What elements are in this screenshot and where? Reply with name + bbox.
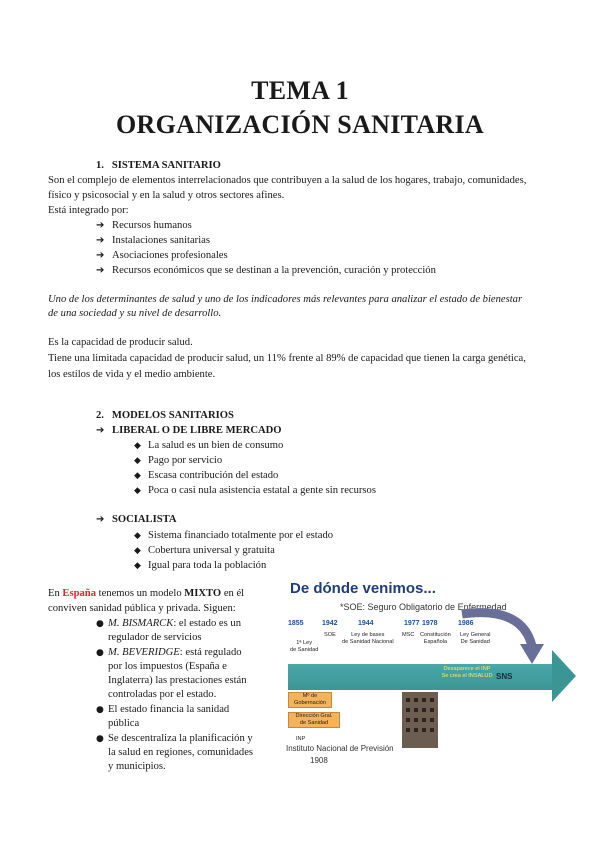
list-item-continuation: controladas por el estado. bbox=[108, 689, 217, 700]
definition-line-2: físico y psicosocial y en la salud y otros sectores afines. bbox=[48, 190, 285, 201]
direction-box: Dirección Gral. de Sanidad bbox=[288, 712, 340, 728]
list-item: ◆ Sistema financiado totalmente por el estado bbox=[134, 528, 333, 544]
list-item: ➔ Recursos económicos que se destinan a la prevención, curación y protección bbox=[96, 265, 436, 276]
timeline-arrow-head bbox=[552, 650, 576, 702]
mixto-highlight: MIXTO bbox=[184, 588, 222, 599]
diamond-bullet-icon: ◆ bbox=[134, 486, 141, 496]
definition-line-1: Son el complejo de elementos interrelacionados que contribuyen a la salud de los hogares, trabajo, comunidades, bbox=[48, 175, 527, 186]
year-label: 1855 bbox=[288, 620, 304, 627]
list-item: ◆ Pago por servicio bbox=[134, 453, 222, 469]
list-item: ● El estado financia la sanidad bbox=[96, 702, 229, 718]
bullet-icon: ● bbox=[96, 648, 104, 658]
socialista-heading: ➔ SOCIALISTA bbox=[96, 514, 177, 525]
year-label: 1986 bbox=[458, 620, 474, 627]
event-label: Constitución Española bbox=[420, 632, 451, 645]
diamond-bullet-icon: ◆ bbox=[134, 531, 141, 541]
list-item: ➔ Instalaciones sanitarias bbox=[96, 235, 210, 246]
event-label: SOE bbox=[324, 632, 336, 638]
sns-label: SNS bbox=[496, 672, 513, 681]
year-label: 1944 bbox=[358, 620, 374, 627]
section-2-title: MODELOS SANITARIOS bbox=[111, 410, 234, 421]
list-item: ◆ Escasa contribución del estado bbox=[134, 468, 278, 484]
italic-line-2: de una sociedad y su nivel de desarrollo. bbox=[48, 308, 222, 319]
event-label: MSC bbox=[402, 632, 415, 638]
arrow-right-icon: ➔ bbox=[96, 220, 105, 231]
year-label: 1942 bbox=[322, 620, 338, 627]
list-item: ● M. BISMARCK: el estado es un bbox=[96, 616, 241, 632]
building-photo bbox=[402, 692, 438, 748]
bullet-icon: ● bbox=[96, 705, 104, 715]
list-item-continuation: y municipios. bbox=[108, 761, 166, 772]
bullet-icon: ● bbox=[96, 619, 104, 629]
list-item: ◆ Igual para toda la población bbox=[134, 558, 266, 574]
event-label: 1ª Ley de Sanidad bbox=[290, 640, 319, 653]
institute-year: 1908 bbox=[310, 756, 328, 765]
diamond-bullet-icon: ◆ bbox=[134, 456, 141, 466]
liberal-heading: ➔ LIBERAL O DE LIBRE MERCADO bbox=[96, 425, 282, 436]
diamond-bullet-icon: ◆ bbox=[134, 561, 141, 571]
spain-highlight: España bbox=[62, 588, 96, 599]
section-2-number: 2. bbox=[96, 410, 104, 421]
section-1-number: 1. bbox=[96, 160, 104, 171]
spain-line-2: conviven sanidad pública y privada. Siguen: bbox=[48, 603, 236, 614]
ministry-box: Mº de Gobernación bbox=[288, 692, 332, 708]
list-item: ◆ Poca o casi nula asistencia estatal a gente sin recursos bbox=[134, 483, 376, 499]
insalud-note: Desaparece el INP Se crea el INSALUD bbox=[441, 666, 493, 679]
list-item-continuation: pública bbox=[108, 718, 140, 729]
timeline-figure bbox=[282, 580, 578, 770]
diamond-bullet-icon: ◆ bbox=[134, 546, 141, 556]
diamond-bullet-icon: ◆ bbox=[134, 441, 141, 451]
list-item: ◆ Cobertura universal y gratuita bbox=[134, 543, 275, 559]
list-item-continuation: la salud en regiones, comunidades bbox=[108, 747, 254, 758]
year-label: 1977 bbox=[404, 620, 420, 627]
event-label: Ley de bases de Sanidad Nacional bbox=[342, 632, 394, 645]
figure-title: De dónde venimos... bbox=[290, 580, 436, 597]
diamond-bullet-icon: ◆ bbox=[134, 471, 141, 481]
institute-label: Instituto Nacional de Previsión bbox=[286, 744, 394, 753]
capacity-text: Es la capacidad de producir salud. bbox=[48, 337, 193, 348]
bullet-icon: ● bbox=[96, 734, 104, 744]
list-item: ● M. BEVERIDGE: está regulado bbox=[96, 645, 242, 661]
soe-note: *SOE: Seguro Obligatorio de Enfermedad bbox=[340, 602, 507, 612]
list-item-continuation: Inglaterra) las prestaciones están bbox=[108, 675, 247, 686]
event-label: Ley General De Sanidad bbox=[460, 632, 491, 645]
list-item: ➔ Asociaciones profesionales bbox=[96, 250, 228, 261]
limited-line-2: los estilos de vida y el medio ambiente. bbox=[48, 369, 216, 380]
italic-line-1: Uno de los determinantes de salud y uno de los indicadores más relevantes para analizar el estado de bienestar bbox=[48, 294, 523, 305]
list-item: ◆ La salud es un bien de consumo bbox=[134, 438, 283, 454]
title-line-1: TEMA 1 bbox=[251, 76, 349, 105]
year-label: 1978 bbox=[422, 620, 438, 627]
spain-line-1: En España tenemos un modelo MIXTO en él bbox=[48, 588, 245, 599]
arrow-right-icon: ➔ bbox=[96, 425, 105, 436]
integrated-label: Está integrado por: bbox=[48, 205, 129, 216]
inp-label: INP bbox=[296, 736, 306, 742]
list-item-continuation: por los impuestos (España e bbox=[108, 661, 227, 672]
arrow-right-icon: ➔ bbox=[96, 235, 105, 246]
list-item: ● Se descentraliza la planificación y bbox=[96, 731, 253, 747]
list-item-continuation: regulador de servicios bbox=[108, 632, 202, 643]
list-item: ➔ Recursos humanos bbox=[96, 220, 192, 231]
section-1-heading bbox=[96, 158, 221, 173]
arrow-right-icon: ➔ bbox=[96, 514, 105, 525]
limited-line-1: Tiene una limitada capacidad de producir salud, un 11% frente al 89% de capacidad que tienen la carga genética, bbox=[48, 353, 526, 364]
title-line-2: ORGANIZACIÓN SANITARIA bbox=[116, 110, 484, 139]
section-1-title: SISTEMA SANITARIO bbox=[111, 160, 221, 171]
section-2-heading bbox=[96, 408, 234, 423]
arrow-right-icon: ➔ bbox=[96, 265, 105, 276]
arrow-right-icon: ➔ bbox=[96, 250, 105, 261]
